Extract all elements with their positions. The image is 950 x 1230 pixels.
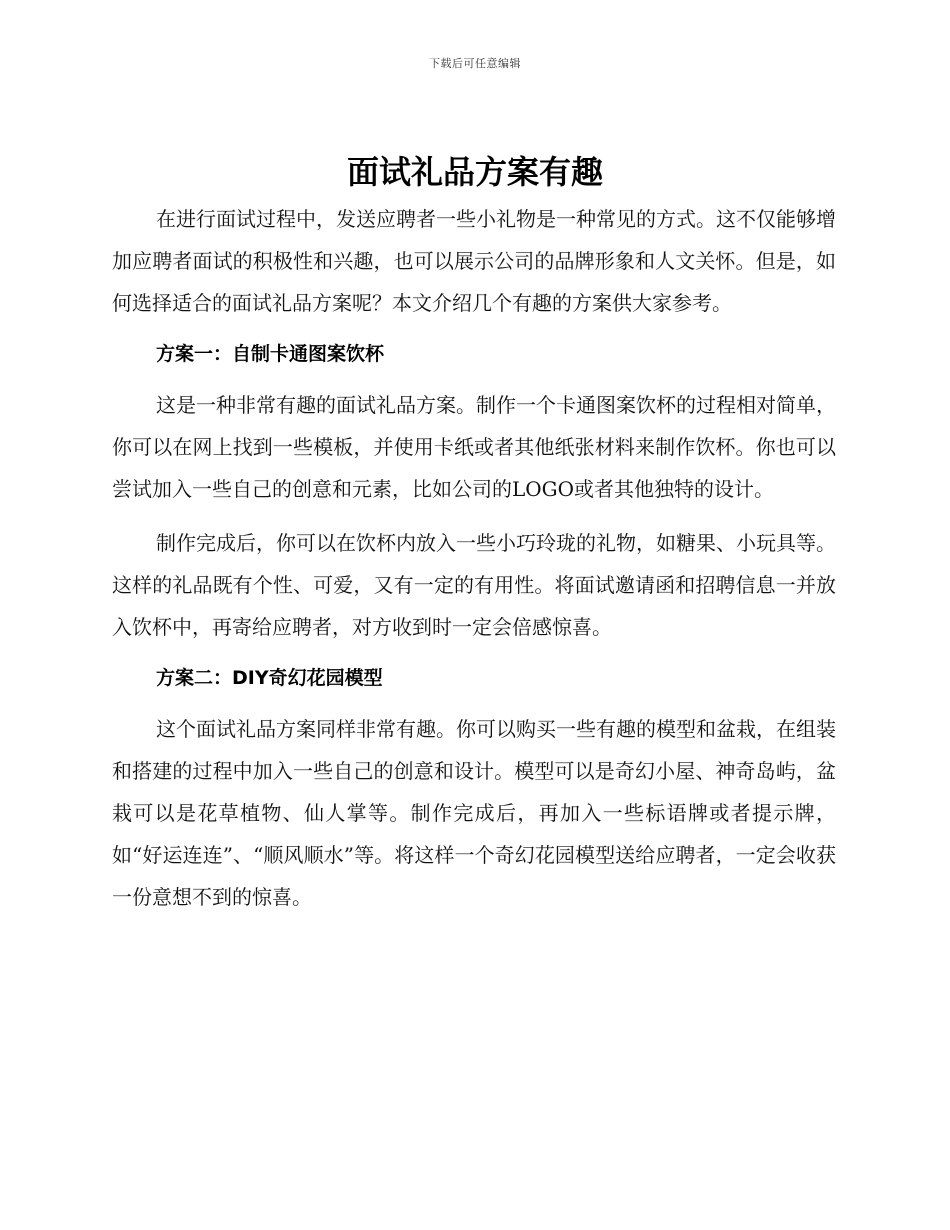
section-1-paragraph-1: 这是一种非常有趣的面试礼品方案。制作一个卡通图案饮杯的过程相对简单，你可以在网上找到一些模板，并使用卡纸或者其他纸张材料来制作饮杯。你也可以尝试加入一些自己的创意和元素，比如公司的LOGO或者其他独特的设计。 [112, 393, 836, 501]
page-header-note: 下载后可任意编辑 [429, 57, 521, 70]
intro-paragraph: 在进行面试过程中，发送应聘者一些小礼物是一种常见的方式。这不仅能够增加应聘者面试的积极性和兴趣，也可以展示公司的品牌形象和人文关怀。但是，如何选择适合的面试礼品方案呢？本文介绍几个有趣的方案供大家参考。 [112, 207, 836, 315]
document-title: 面试礼品方案有趣 [346, 153, 603, 191]
section-heading-1: 方案一：自制卡通图案饮杯 [156, 343, 385, 365]
section-1-paragraph-2: 制作完成后，你可以在饮杯内放入一些小巧玲珑的礼物，如糖果、小玩具等。这样的礼品既有个性、可爱，又有一定的有用性。将面试邀请函和招聘信息一并放入饮杯中，再寄给应聘者，对方收到时一定会倍感惊喜。 [112, 531, 836, 639]
document-body [112, 198, 836, 918]
section-2-paragraph-1: 这个面试礼品方案同样非常有趣。你可以购买一些有趣的模型和盆栽，在组装和搭建的过程中加入一些自己的创意和设计。模型可以是奇幻小屋、神奇岛屿，盆栽可以是花草植物、仙人掌等。制作完成后，再加入一些标语牌或者提示牌，如“好运连连”、“顺风顺水”等。将这样一个奇幻花园模型送给应聘者，一定会收获一份意想不到的惊喜。 [112, 717, 836, 909]
section-heading-2: 方案二：DIY奇幻花园模型 [156, 667, 383, 689]
